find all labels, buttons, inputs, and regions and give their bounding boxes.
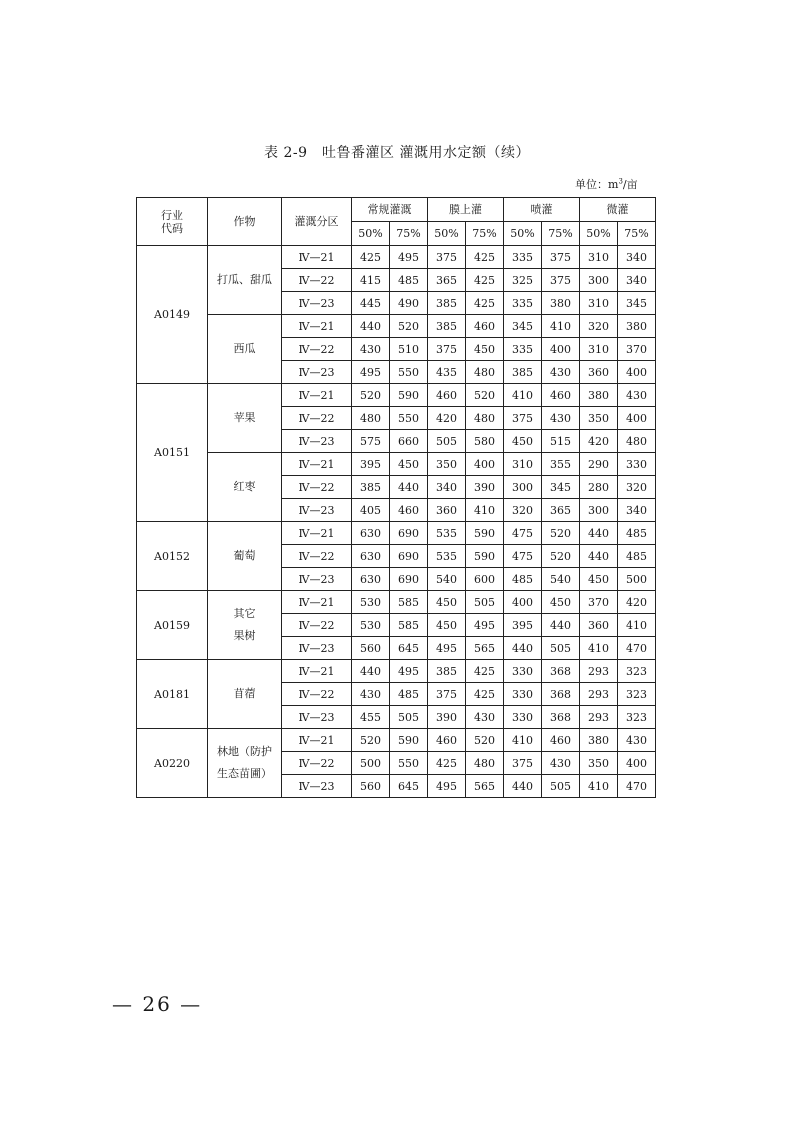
quota-value-cell: 370 (580, 591, 618, 614)
zone-cell: Ⅳ—22 (282, 614, 352, 637)
header-p50: 50% (580, 222, 618, 246)
quota-value-cell: 520 (466, 729, 504, 752)
table-title: 表 2-9 吐鲁番灌区 灌溉用水定额（续） (264, 145, 530, 161)
quota-value-cell: 290 (580, 453, 618, 476)
quota-value-cell: 323 (618, 660, 656, 683)
quota-value-cell: 505 (390, 706, 428, 729)
quota-value-cell: 323 (618, 706, 656, 729)
quota-value-cell: 450 (580, 568, 618, 591)
crop-name-line: 其它 (233, 607, 256, 620)
quota-value-cell: 450 (504, 430, 542, 453)
table-body (137, 246, 656, 798)
quota-value-cell: 340 (428, 476, 466, 499)
quota-value-cell: 490 (390, 292, 428, 315)
quota-value-cell: 300 (580, 499, 618, 522)
quota-value-cell: 425 (466, 660, 504, 683)
quota-value-cell: 400 (618, 752, 656, 775)
quota-value-cell: 330 (504, 660, 542, 683)
zone-cell: Ⅳ—22 (282, 407, 352, 430)
header-industry-code (137, 198, 208, 246)
crop-name-line: 打瓜、甜瓜 (217, 273, 272, 286)
industry-code-cell: A0159 (137, 591, 208, 660)
quota-value-cell: 440 (390, 476, 428, 499)
quota-value-cell: 440 (352, 315, 390, 338)
quota-value-cell: 585 (390, 614, 428, 637)
quota-value-cell: 375 (428, 683, 466, 706)
quota-value-cell: 420 (428, 407, 466, 430)
quota-value-cell: 345 (504, 315, 542, 338)
quota-value-cell: 390 (428, 706, 466, 729)
header-industry-code-line-2: 代码 (161, 221, 183, 235)
quota-value-cell: 425 (352, 246, 390, 269)
table-row (137, 246, 656, 269)
quota-value-cell: 425 (466, 683, 504, 706)
quota-value-cell: 565 (466, 775, 504, 798)
quota-value-cell: 630 (352, 568, 390, 591)
quota-value-cell: 375 (504, 407, 542, 430)
quota-value-cell: 345 (542, 476, 580, 499)
quota-value-cell: 575 (352, 430, 390, 453)
quota-value-cell: 470 (618, 775, 656, 798)
quota-value-cell: 320 (580, 315, 618, 338)
irrigation-quota-table (136, 197, 656, 798)
quota-value-cell: 395 (504, 614, 542, 637)
quota-value-cell: 440 (504, 775, 542, 798)
quota-value-cell: 385 (504, 361, 542, 384)
quota-value-cell: 645 (390, 775, 428, 798)
zone-cell: Ⅳ—23 (282, 430, 352, 453)
zone-cell: Ⅳ—21 (282, 315, 352, 338)
quota-value-cell: 480 (466, 407, 504, 430)
quota-value-cell: 420 (618, 591, 656, 614)
quota-value-cell: 690 (390, 522, 428, 545)
table-row (137, 660, 656, 683)
quota-value-cell: 690 (390, 545, 428, 568)
quota-value-cell: 520 (352, 729, 390, 752)
header-p50: 50% (352, 222, 390, 246)
quota-value-cell: 460 (542, 729, 580, 752)
header-p50: 50% (428, 222, 466, 246)
quota-value-cell: 355 (542, 453, 580, 476)
page-number: — 26 — (112, 992, 203, 1016)
crop-cell (208, 591, 282, 660)
quota-value-cell: 360 (428, 499, 466, 522)
quota-value-cell: 505 (542, 775, 580, 798)
quota-value-cell: 300 (504, 476, 542, 499)
quota-value-cell: 450 (542, 591, 580, 614)
quota-value-cell: 485 (390, 683, 428, 706)
crop-cell (208, 315, 282, 384)
zone-cell: Ⅳ—23 (282, 499, 352, 522)
quota-value-cell: 590 (466, 522, 504, 545)
quota-value-cell: 585 (390, 591, 428, 614)
quota-value-cell: 310 (504, 453, 542, 476)
zone-cell: Ⅳ—21 (282, 591, 352, 614)
quota-value-cell: 410 (466, 499, 504, 522)
quota-value-cell: 293 (580, 683, 618, 706)
quota-value-cell: 435 (428, 361, 466, 384)
industry-code-cell: A0181 (137, 660, 208, 729)
table-row (137, 384, 656, 407)
quota-value-cell: 565 (466, 637, 504, 660)
header-p75: 75% (542, 222, 580, 246)
table-row (137, 522, 656, 545)
quota-value-cell: 385 (428, 292, 466, 315)
quota-value-cell: 400 (542, 338, 580, 361)
crop-name-line: 苹果 (233, 411, 256, 424)
quota-value-cell: 365 (428, 269, 466, 292)
quota-value-cell: 293 (580, 660, 618, 683)
zone-cell: Ⅳ—22 (282, 269, 352, 292)
quota-value-cell: 400 (504, 591, 542, 614)
quota-value-cell: 420 (580, 430, 618, 453)
header-method-micro: 微灌 (580, 198, 656, 222)
quota-value-cell: 425 (466, 292, 504, 315)
quota-value-cell: 520 (390, 315, 428, 338)
quota-value-cell: 470 (618, 637, 656, 660)
quota-value-cell: 330 (504, 706, 542, 729)
quota-value-cell: 600 (466, 568, 504, 591)
zone-cell: Ⅳ—21 (282, 384, 352, 407)
quota-value-cell: 460 (542, 384, 580, 407)
quota-value-cell: 380 (542, 292, 580, 315)
quota-value-cell: 485 (618, 522, 656, 545)
quota-value-cell: 410 (580, 775, 618, 798)
quota-value-cell: 310 (580, 246, 618, 269)
quota-value-cell: 380 (580, 384, 618, 407)
quota-value-cell: 310 (580, 338, 618, 361)
table-row (137, 315, 656, 338)
quota-value-cell: 590 (390, 384, 428, 407)
quota-value-cell: 330 (504, 683, 542, 706)
header-crop: 作物 (208, 198, 282, 246)
zone-cell: Ⅳ—22 (282, 752, 352, 775)
quota-value-cell: 495 (352, 361, 390, 384)
quota-value-cell: 480 (466, 361, 504, 384)
quota-value-cell: 460 (428, 729, 466, 752)
quota-value-cell: 495 (428, 775, 466, 798)
header-p75: 75% (618, 222, 656, 246)
crop-name-line: 林地（防护 (217, 745, 272, 758)
quota-value-cell: 365 (542, 499, 580, 522)
quota-value-cell: 385 (352, 476, 390, 499)
quota-value-cell: 530 (352, 614, 390, 637)
quota-value-cell: 425 (466, 246, 504, 269)
crop-name-line: 葡萄 (233, 549, 256, 562)
quota-value-cell: 500 (352, 752, 390, 775)
unit-base: m (608, 178, 619, 191)
quota-value-cell: 455 (352, 706, 390, 729)
quota-value-cell: 440 (542, 614, 580, 637)
quota-value-cell: 310 (580, 292, 618, 315)
quota-value-cell: 430 (542, 752, 580, 775)
crop-cell (208, 522, 282, 591)
quota-value-cell: 520 (352, 384, 390, 407)
quota-value-cell: 505 (466, 591, 504, 614)
quota-value-cell: 485 (504, 568, 542, 591)
quota-value-cell: 385 (428, 315, 466, 338)
industry-code-cell: A0149 (137, 246, 208, 384)
quota-value-cell: 430 (352, 683, 390, 706)
quota-value-cell: 535 (428, 545, 466, 568)
quota-value-cell: 370 (618, 338, 656, 361)
quota-value-cell: 368 (542, 706, 580, 729)
header-method-film: 膜上灌 (428, 198, 504, 222)
quota-value-cell: 535 (428, 522, 466, 545)
quota-value-cell: 368 (542, 683, 580, 706)
quota-value-cell: 400 (466, 453, 504, 476)
quota-value-cell: 410 (504, 729, 542, 752)
zone-cell: Ⅳ—23 (282, 775, 352, 798)
quota-value-cell: 550 (390, 361, 428, 384)
quota-value-cell: 430 (352, 338, 390, 361)
header-p50: 50% (504, 222, 542, 246)
quota-value-cell: 340 (618, 269, 656, 292)
quota-value-cell: 368 (542, 660, 580, 683)
crop-name-line: 红枣 (233, 480, 256, 493)
quota-value-cell: 630 (352, 545, 390, 568)
quota-value-cell: 350 (428, 453, 466, 476)
quota-value-cell: 520 (542, 545, 580, 568)
zone-cell: Ⅳ—23 (282, 706, 352, 729)
quota-value-cell: 520 (466, 384, 504, 407)
quota-value-cell: 360 (580, 361, 618, 384)
quota-value-cell: 330 (618, 453, 656, 476)
quota-value-cell: 375 (428, 246, 466, 269)
crop-cell (208, 660, 282, 729)
quota-value-cell: 323 (618, 683, 656, 706)
zone-cell: Ⅳ—21 (282, 453, 352, 476)
quota-value-cell: 495 (390, 246, 428, 269)
zone-cell: Ⅳ—21 (282, 522, 352, 545)
quota-value-cell: 445 (352, 292, 390, 315)
quota-value-cell: 560 (352, 775, 390, 798)
header-method-conventional: 常规灌溉 (352, 198, 428, 222)
quota-value-cell: 440 (580, 545, 618, 568)
crop-name-line: 生态苗圃） (217, 767, 272, 780)
quota-value-cell: 325 (504, 269, 542, 292)
quota-value-cell: 630 (352, 522, 390, 545)
quota-value-cell: 580 (466, 430, 504, 453)
quota-value-cell: 300 (580, 269, 618, 292)
quota-value-cell: 430 (542, 361, 580, 384)
zone-cell: Ⅳ—22 (282, 476, 352, 499)
industry-code-cell: A0151 (137, 384, 208, 522)
quota-value-cell: 550 (390, 752, 428, 775)
quota-value-cell: 440 (580, 522, 618, 545)
quota-value-cell: 320 (618, 476, 656, 499)
quota-value-cell: 475 (504, 522, 542, 545)
quota-value-cell: 540 (542, 568, 580, 591)
quota-value-cell: 425 (428, 752, 466, 775)
quota-value-cell: 590 (466, 545, 504, 568)
quota-value-cell: 335 (504, 246, 542, 269)
quota-value-cell: 515 (542, 430, 580, 453)
quota-value-cell: 430 (542, 407, 580, 430)
quota-value-cell: 450 (466, 338, 504, 361)
zone-cell: Ⅳ—22 (282, 683, 352, 706)
quota-value-cell: 340 (618, 499, 656, 522)
industry-code-cell: A0220 (137, 729, 208, 798)
zone-cell: Ⅳ—23 (282, 568, 352, 591)
quota-value-cell: 345 (618, 292, 656, 315)
unit-suffix: /亩 (622, 178, 638, 191)
quota-value-cell: 460 (428, 384, 466, 407)
quota-value-cell: 395 (352, 453, 390, 476)
quota-value-cell: 375 (504, 752, 542, 775)
header-p75: 75% (466, 222, 504, 246)
quota-value-cell: 280 (580, 476, 618, 499)
quota-value-cell: 495 (390, 660, 428, 683)
quota-value-cell: 400 (618, 407, 656, 430)
crop-name-line: 西瓜 (233, 342, 256, 355)
quota-value-cell: 485 (618, 545, 656, 568)
quota-value-cell: 385 (428, 660, 466, 683)
quota-value-cell: 460 (466, 315, 504, 338)
zone-cell: Ⅳ—22 (282, 338, 352, 361)
crop-name-line: 苜蓿 (233, 687, 256, 700)
quota-value-cell: 505 (542, 637, 580, 660)
industry-code-cell: A0152 (137, 522, 208, 591)
zone-cell: Ⅳ—23 (282, 361, 352, 384)
crop-name-line: 果树 (233, 629, 256, 642)
quota-value-cell: 410 (618, 614, 656, 637)
quota-value-cell: 660 (390, 430, 428, 453)
quota-value-cell: 430 (618, 729, 656, 752)
quota-value-cell: 500 (618, 568, 656, 591)
quota-value-cell: 475 (504, 545, 542, 568)
header-zone: 灌溉分区 (282, 198, 352, 246)
quota-value-cell: 340 (618, 246, 656, 269)
quota-value-cell: 480 (352, 407, 390, 430)
quota-value-cell: 380 (580, 729, 618, 752)
quota-value-cell: 410 (580, 637, 618, 660)
quota-value-cell: 380 (618, 315, 656, 338)
quota-value-cell: 495 (466, 614, 504, 637)
crop-cell (208, 384, 282, 453)
quota-value-cell: 405 (352, 499, 390, 522)
quota-value-cell: 440 (504, 637, 542, 660)
zone-cell: Ⅳ—23 (282, 292, 352, 315)
quota-value-cell: 410 (504, 384, 542, 407)
crop-cell (208, 729, 282, 798)
crop-cell (208, 453, 282, 522)
quota-value-cell: 450 (428, 591, 466, 614)
quota-value-cell: 390 (466, 476, 504, 499)
quota-value-cell: 335 (504, 292, 542, 315)
quota-value-cell: 335 (504, 338, 542, 361)
quota-value-cell: 415 (352, 269, 390, 292)
quota-value-cell: 375 (542, 269, 580, 292)
header-method-sprinkler: 喷灌 (504, 198, 580, 222)
quota-value-cell: 410 (542, 315, 580, 338)
table-row (137, 453, 656, 476)
quota-value-cell: 360 (580, 614, 618, 637)
quota-value-cell: 530 (352, 591, 390, 614)
quota-value-cell: 520 (542, 522, 580, 545)
quota-value-cell: 505 (428, 430, 466, 453)
quota-value-cell: 375 (542, 246, 580, 269)
quota-value-cell: 460 (390, 499, 428, 522)
quota-value-cell: 550 (390, 407, 428, 430)
quota-value-cell: 320 (504, 499, 542, 522)
unit-label (575, 176, 638, 192)
header-industry-code-line-1: 行业 (161, 208, 183, 222)
table-row (137, 591, 656, 614)
quota-value-cell: 540 (428, 568, 466, 591)
quota-value-cell: 560 (352, 637, 390, 660)
header-p75: 75% (390, 222, 428, 246)
quota-value-cell: 430 (466, 706, 504, 729)
quota-value-cell: 350 (580, 752, 618, 775)
quota-value-cell: 510 (390, 338, 428, 361)
quota-value-cell: 400 (618, 361, 656, 384)
quota-value-cell: 350 (580, 407, 618, 430)
quota-value-cell: 645 (390, 637, 428, 660)
table-row (137, 729, 656, 752)
quota-value-cell: 690 (390, 568, 428, 591)
quota-value-cell: 480 (618, 430, 656, 453)
quota-value-cell: 293 (580, 706, 618, 729)
zone-cell: Ⅳ—22 (282, 545, 352, 568)
quota-value-cell: 440 (352, 660, 390, 683)
quota-value-cell: 495 (428, 637, 466, 660)
crop-cell (208, 246, 282, 315)
quota-value-cell: 450 (390, 453, 428, 476)
zone-cell: Ⅳ—21 (282, 246, 352, 269)
unit-prefix: 单位： (575, 178, 608, 191)
quota-value-cell: 425 (466, 269, 504, 292)
quota-value-cell: 430 (618, 384, 656, 407)
quota-value-cell: 375 (428, 338, 466, 361)
zone-cell: Ⅳ—21 (282, 660, 352, 683)
zone-cell: Ⅳ—23 (282, 637, 352, 660)
quota-value-cell: 485 (390, 269, 428, 292)
unit-superscript: 3 (618, 177, 623, 186)
zone-cell: Ⅳ—21 (282, 729, 352, 752)
quota-value-cell: 590 (390, 729, 428, 752)
quota-value-cell: 480 (466, 752, 504, 775)
quota-value-cell: 450 (428, 614, 466, 637)
